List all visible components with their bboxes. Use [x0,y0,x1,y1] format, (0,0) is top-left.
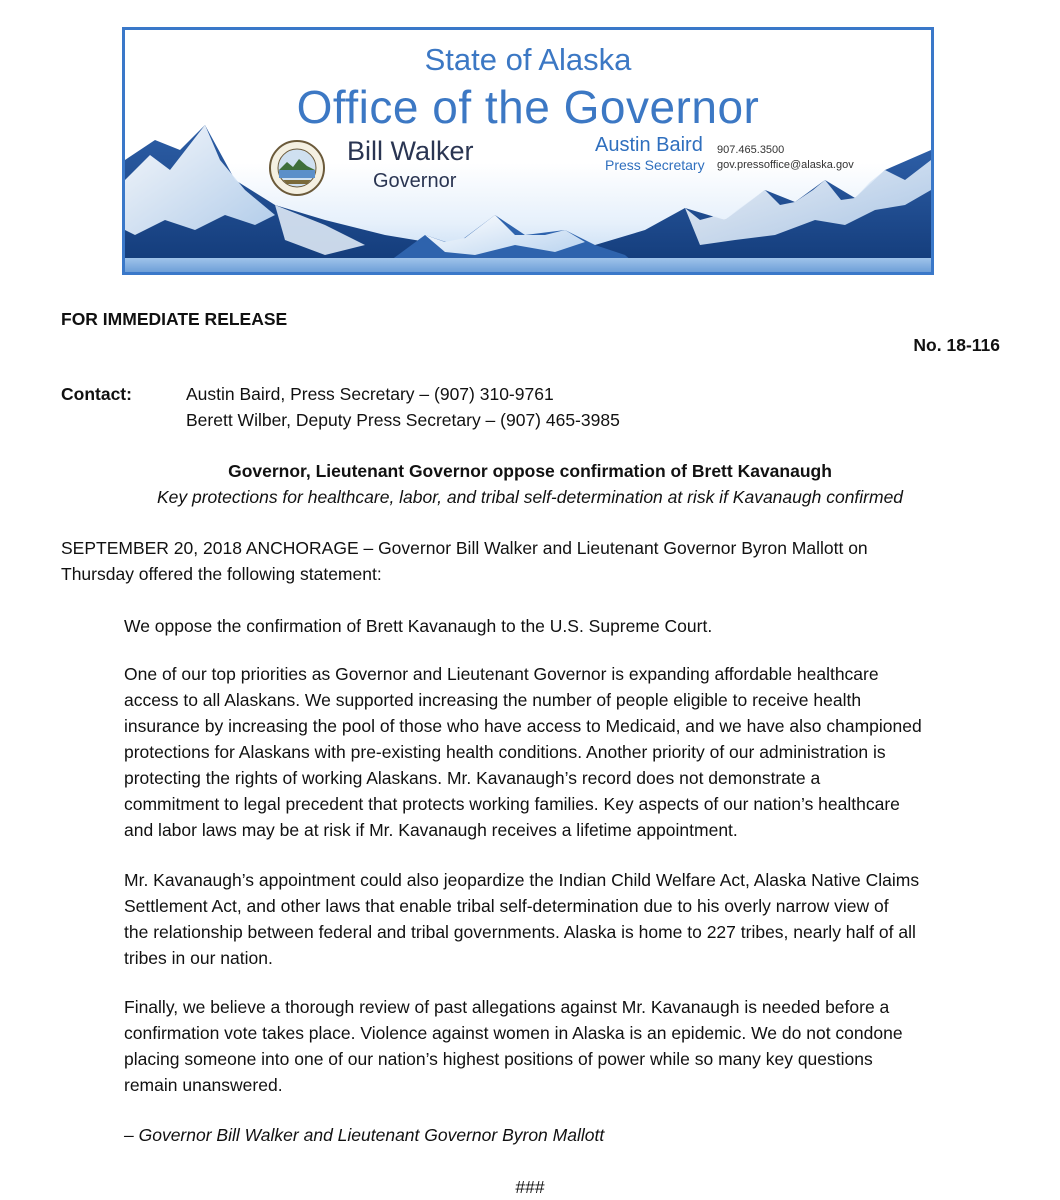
banner-state-title: State of Alaska [424,42,632,77]
headline: Governor, Lieutenant Governor oppose confirmation of Brett Kavanaugh [228,461,832,481]
contact-label: Contact: [61,384,132,404]
release-label: FOR IMMEDIATE RELEASE [61,309,288,329]
dateline-line: Thursday offered the following statement: [61,564,382,584]
paragraph-line: tribes in our nation. [124,948,273,968]
paragraph-line: One of our top priorities as Governor and Lieutenant Governor is expanding affordable healthcare [124,664,879,684]
banner-governor-name: Bill Walker [347,136,474,166]
paragraph-line: access to all Alaskans. We supported increasing the number of people eligible to receive health [124,690,862,710]
paragraph-line: the relationship between federal and tribal governments. Alaska is home to 227 tribes, nearly half of all [124,922,916,942]
banner-press-title: Press Secretary [605,157,705,173]
release-number: No. 18-116 [913,335,1000,355]
paragraph-line: commitment to legal precedent that protects working families. Key aspects of our nation’s healthcare [124,794,900,814]
statement-paragraph-4 [124,994,903,1098]
header-banner [122,27,934,275]
dateline [61,535,868,587]
statement-paragraph-2 [124,661,922,843]
statement-paragraph-3 [124,867,919,971]
banner-governor-title: Governor [373,170,457,192]
banner-office-title: Office of the Governor [296,81,760,133]
paragraph-line: Finally, we believe a thorough review of past allegations against Mr. Kavanaugh is needed before a [124,997,890,1017]
paragraph-line: insurance by increasing the pool of those who have access to Medicaid, and we have also championed [124,716,922,736]
subheadline: Key protections for healthcare, labor, and tribal self-determination at risk if Kavanaugh confirmed [156,487,904,507]
signature: – Governor Bill Walker and Lieutenant Governor Byron Mallott [124,1125,605,1145]
statement-paragraph-1 [124,613,712,639]
banner-press-email: gov.pressoffice@alaska.gov [717,159,854,171]
paragraph-line: confirmation vote takes place. Violence against women in Alaska is an epidemic. We do not condone [124,1023,903,1043]
paragraph-line: Settlement Act, and other laws that enable tribal self-determination due to his overly narrow view of [124,896,889,916]
contact-line: Berett Wilber, Deputy Press Secretary – (907) 465-3985 [186,410,620,430]
banner-press-phone: 907.465.3500 [717,144,785,156]
state-seal-icon [269,140,325,196]
end-mark: ### [515,1177,545,1197]
paragraph-line: Mr. Kavanaugh’s appointment could also jeopardize the Indian Child Welfare Act, Alaska Native Claims [124,870,920,890]
paragraph-line: remain unanswered. [124,1075,283,1095]
paragraph-line: protections for Alaskans with pre-existing health conditions. Another priority of our administration is [124,742,886,762]
paragraph-line: protecting the rights of working Alaskans. Mr. Kavanaugh’s record does not demonstrate a [124,768,821,788]
dateline-line: SEPTEMBER 20, 2018 ANCHORAGE – Governor Bill Walker and Lieutenant Governor Byron Mallott on [61,538,868,558]
paragraph-line: We oppose the confirmation of Brett Kavanaugh to the U.S. Supreme Court. [124,616,713,636]
contact-line: Austin Baird, Press Secretary – (907) 310-9761 [186,384,554,404]
paragraph-line: placing someone into one of our nation’s highest positions of power while so many key questions [124,1049,873,1069]
paragraph-line: and labor laws may be at risk if Mr. Kavanaugh receives a lifetime appointment. [124,820,738,840]
banner-press-name: Austin Baird [595,134,703,156]
